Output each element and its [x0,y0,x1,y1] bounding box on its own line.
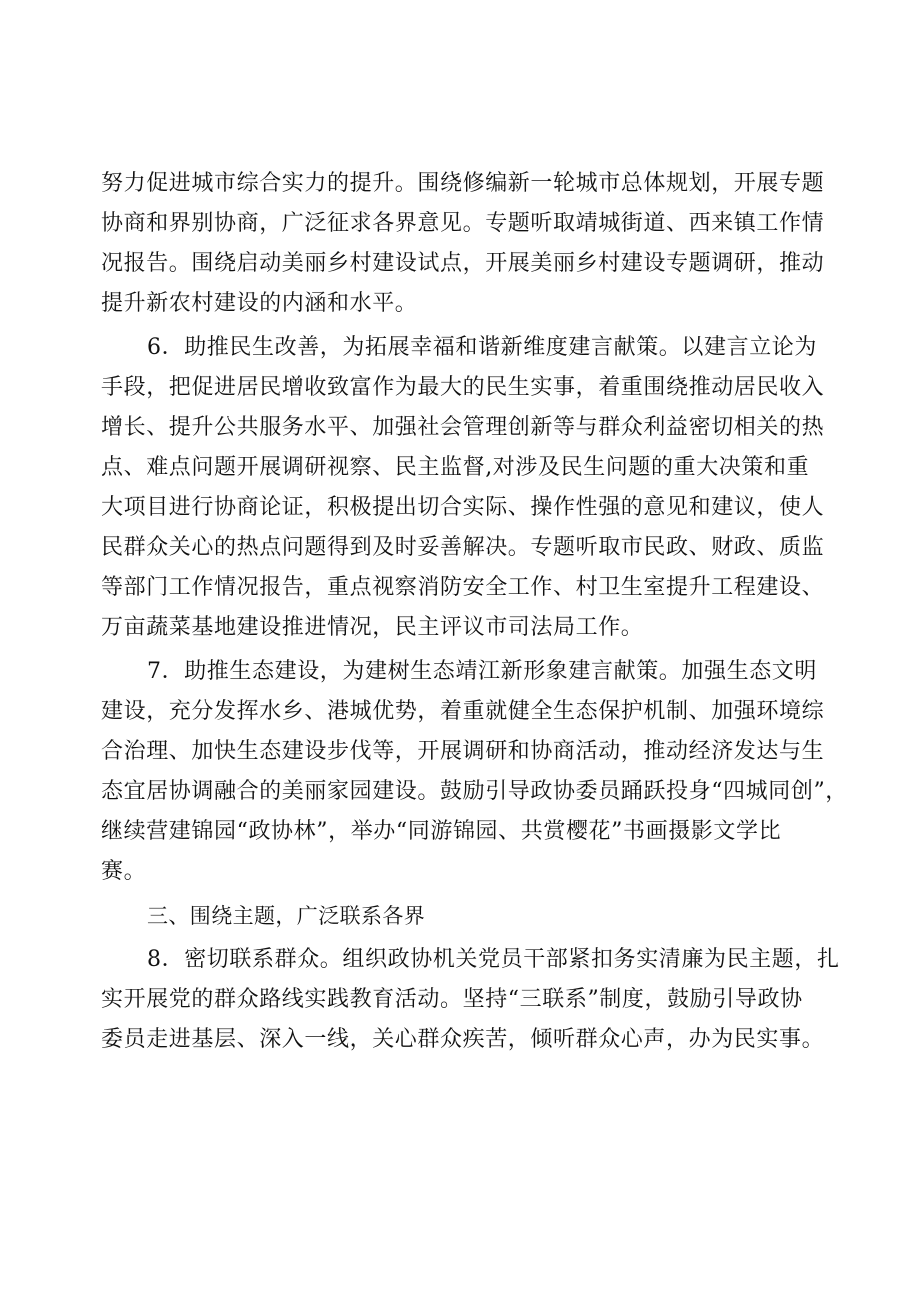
text-line: 赛。 [101,859,147,884]
section-heading-3 [101,896,836,936]
text-line: 努力促进城市综合实力的提升。围绕修编新一轮城市总体规划，开展专题 [101,171,825,196]
text-line: 万亩蔬菜基地建设推进情况，民主评议市司法局工作。 [101,615,644,640]
text-line: 委员走进基层、深入一线，关心群众疾苦，倾听群众心声，办为民实事。 [101,1027,825,1052]
paragraph-6 [101,328,836,648]
text-line: 7．助推生态建设，为建树生态靖江新形象建言献策。加强生态文明 [147,659,817,684]
text-line: 民群众关心的热点问题得到及时妥善解决。专题听取市民政、财政、质监 [101,535,825,560]
paragraph-7 [101,652,848,892]
text-line: 况报告。围绕启动美丽乡村建设试点，开展美丽乡村建设专题调研，推动 [101,251,825,276]
text-line: 态宜居协调融合的美丽家园建设。鼓励引导政协委员踊跃投身“四城同创”， [101,779,848,804]
text-line: 实开展党的群众路线实践教育活动。坚持“三联系”制度，鼓励引导政协 [101,987,803,1012]
text-line: 6．助推民生改善，为拓展幸福和谐新维度建言献策。以建言立论为 [147,335,817,360]
text-line: 协商和界别协商，广泛征求各界意见。专题听取靖城街道、西来镇工作情 [101,211,825,236]
section-title: 三、围绕主题，广泛联系各界 [147,904,426,928]
text-line: 提升新农村建设的内涵和水平。 [101,291,418,316]
text-line: 增长、提升公共服务水平、加强社会管理创新等与群众利益密切相关的热 [101,415,825,440]
document-body [101,164,848,1060]
paragraph-5-continuation [101,164,836,324]
text-line: 建设，充分发挥水乡、港城优势，着重就健全生态保护机制、加强环境综 [101,699,825,724]
text-line: 合治理、加快生态建设步伐等，开展调研和协商活动，推动经济发达与生 [101,739,825,764]
text-line: 手段，把促进居民增收致富作为最大的民生实事，着重围绕推动居民收入 [101,375,825,400]
text-line: 继续营建锦园“政协林”，举办“同游锦园、共赏樱花”书画摄影文学比 [101,819,782,844]
text-line: 大项目进行协商论证，积极提出切合实际、操作性强的意见和建议，使人 [101,495,825,520]
text-line: 点、难点问题开展调研视察、民主监督,对涉及民生问题的重大决策和重 [101,455,810,480]
text-line: 8．密切联系群众。组织政协机关党员干部紧扣务实清廉为民主题，扎 [147,947,840,972]
paragraph-8 [101,940,840,1060]
text-line: 等部门工作情况报告，重点视察消防安全工作、村卫生室提升工程建设、 [101,575,825,600]
